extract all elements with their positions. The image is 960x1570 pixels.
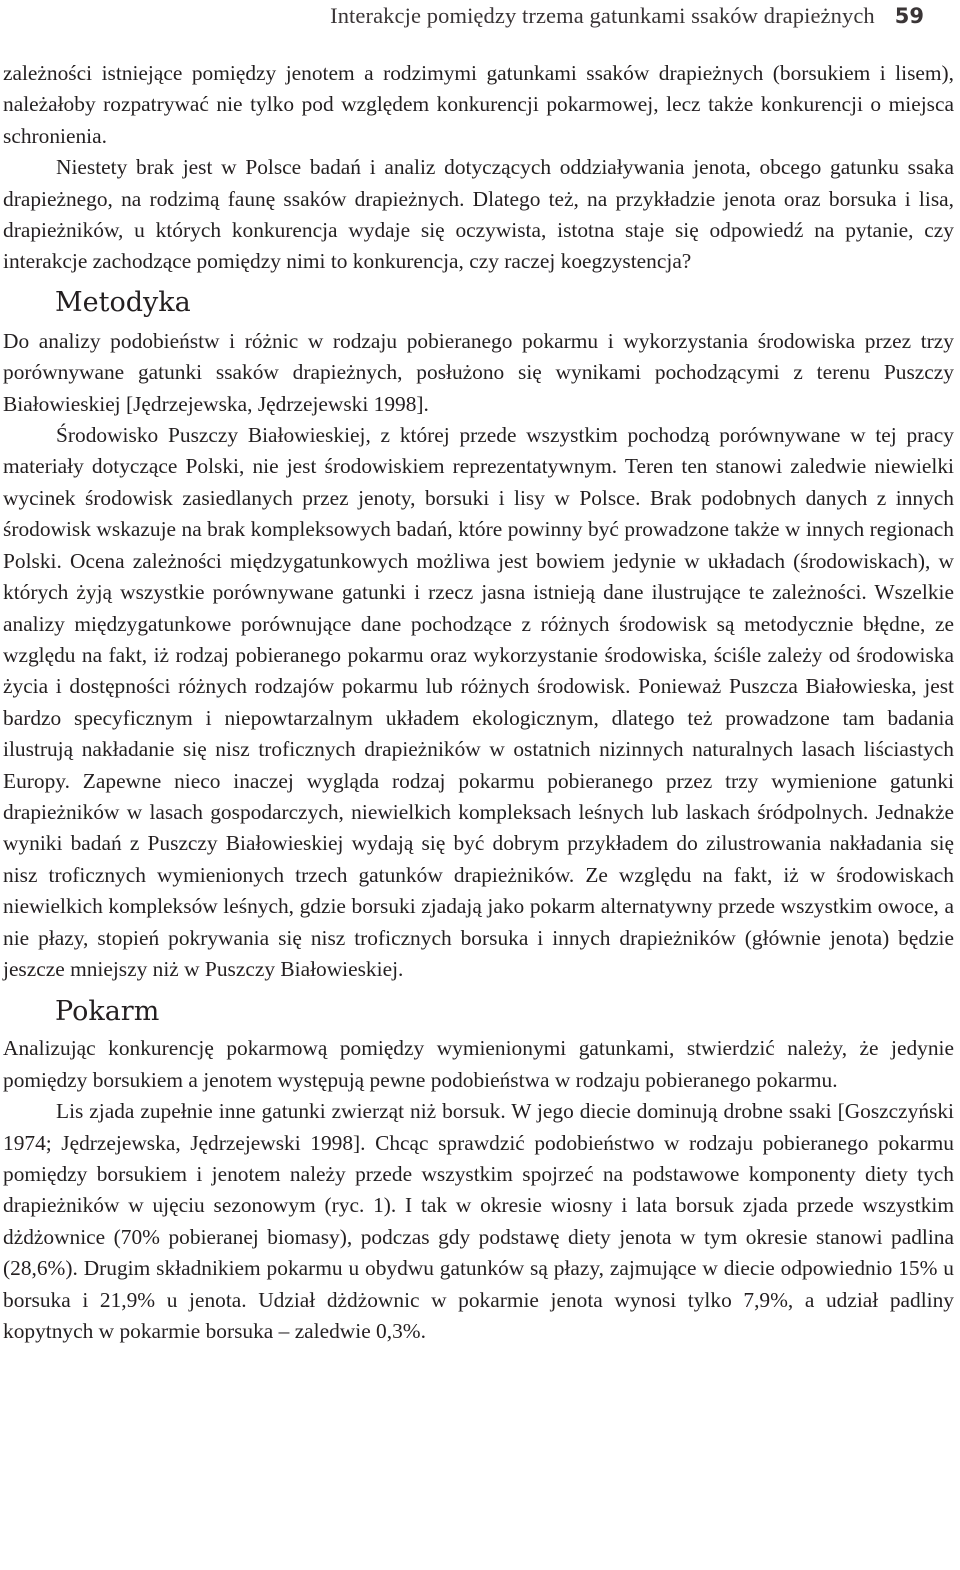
pokarm-paragraph-1: Analizując konkurencję pokarmową pomiędzy wymienionymi gatunkami, stwierdzić należy, że jedynie pomiędzy borsukiem a jenotem występują pewne podobieństwa w rodzaju pobieranego pokarmu. [3,1036,954,1092]
page-number: 59 [894,4,924,28]
body-text [3,58,954,1347]
running-title: Interakcje pomiędzy trzema gatunkami ssaków drapieżnych [330,3,875,28]
metodyka-paragraph-2: Środowisko Puszczy Białowieskiej, z której przede wszystkim pochodzą porównywane w tej pracy materiały dotyczące Polski, nie jest środowiskiem reprezentatywnym. Teren ten stanowi zaledwie niewielki wycinek środowisk zasiedlanych przez jenoty, borsuki i lisy w Polsce. Brak podobnych danych z innych środowisk wskazuje na brak kompleksowych badań, które powinny być prowadzone także w innych regionach Polski. Ocena zależności międzygatunkowych możliwa jest bowiem jedynie w układach (środowiskach), w których żyją wszystkie porównywane gatunki i rzecz jasna istnieją dane ilustrujące te zależności. Wszelkie analizy międzygatunkowe porównujące dane pochodzące z różnych środowisk są metodycznie błędne, ze względu na fakt, iż rodzaj pobieranego pokarmu oraz wykorzystanie środowiska, ściśle zależy od środowiska życia i dostępności różnych rodzajów pokarmu lub różnych środowisk. Ponieważ Puszcza Białowieska, jest bardzo specyficznym i niepowtarzalnym układem ekologicznym, dlatego też prowadzone tam badania ilustrują nakładanie się nisz troficznych drapieżników w ostatnich nizinnych naturalnych lasach liściastych Europy. Zapewne nieco inaczej wygląda rodzaj pokarmu pobieranego przez trzy wymienione gatunki drapieżników w lasach gospodarczych, niewielkich kompleksach leśnych lub laskach śródpolnych. Jednakże wyniki badań z Puszczy Białowieskiej wydają się być dobrym przykładem do zilustrowania nakładania się nisz troficznych wymienionych trzech gatunków drapieżników. Ze względu na fakt, iż w środowiskach niewielkich kompleksów leśnych, gdzie borsuki zjadają jako pokarm alternatywny przede wszystkim owoce, a nie płazy, stopień pokrywania się nisz troficznych borsuka i innych drapieżników (głównie jenota) będzie jeszcze mniejszy niż w Puszczy Białowieskiej. [3,423,954,981]
running-header [330,2,924,30]
pokarm-paragraph-2: Lis zjada zupełnie inne gatunki zwierząt niż borsuk. W jego diecie dominują drobne ssaki [Goszczyński 1974; Jędrzejewska, Jędrzejewski 1998]. Chcąc sprawdzić podobieństwo w rodzaju pobieranego pokarmu pomiędzy borsukiem i jenotem należy przede wszystkim spojrzeć na podstawowe komponenty diety tych drapieżników w ujęciu sezonowym (ryc. 1). I tak w okresie wiosny i lata borsuk zjada przede wszystkim dżdżownice (70% pobieranej biomasy), podczas gdy podstawę diety jenota w tym okresie stanowi padlina (28,6%). Drugim składnikiem pokarmu u obydwu gatunków są płazy, zajmujące w diecie odpowiednio 15% u borsuka i 21,9% u jenota. Udział dżdżownic w pokarmie jenota wynosi tylko 7,9%, a udział padliny kopytnych w pokarmie borsuka – zaledwie 0,3%. [3,1099,954,1344]
section-heading-pokarm: Pokarm [55,996,160,1028]
intro-paragraph-continued: zależności istniejące pomiędzy jenotem a rodzimymi gatunkami ssaków drapieżnych (borsukiem i lisem), należałoby rozpatrywać nie tylko pod względem konkurencji pokarmowej, lecz także konkurencji o miejsca schronienia. [3,61,954,148]
metodyka-paragraph-1: Do analizy podobieństw i różnic w rodzaju pobieranego pokarmu i wykorzystania środowiska przez trzy porównywane gatunki ssaków drapieżnych, posłużono się wynikami pochodzącymi z terenu Puszczy Białowieskiej [Jędrzejewska, Jędrzejewski 1998]. [3,328,954,416]
intro-paragraph: Niestety brak jest w Polsce badań i analiz dotyczących oddziaływania jenota, obcego gatunku ssaka drapieżnego, na rodzimą faunę ssaków drapieżnych. Dlatego też, na przykładzie jenota oraz borsuka i lisa, drapieżników, u których konkurencja wydaje się oczywista, istotna staje się odpowiedź na pytanie, czy interakcje zachodzące pomiędzy nimi to konkurencja, czy raczej koegzystencja? [3,155,954,274]
section-heading-metodyka: Metodyka [55,286,191,318]
